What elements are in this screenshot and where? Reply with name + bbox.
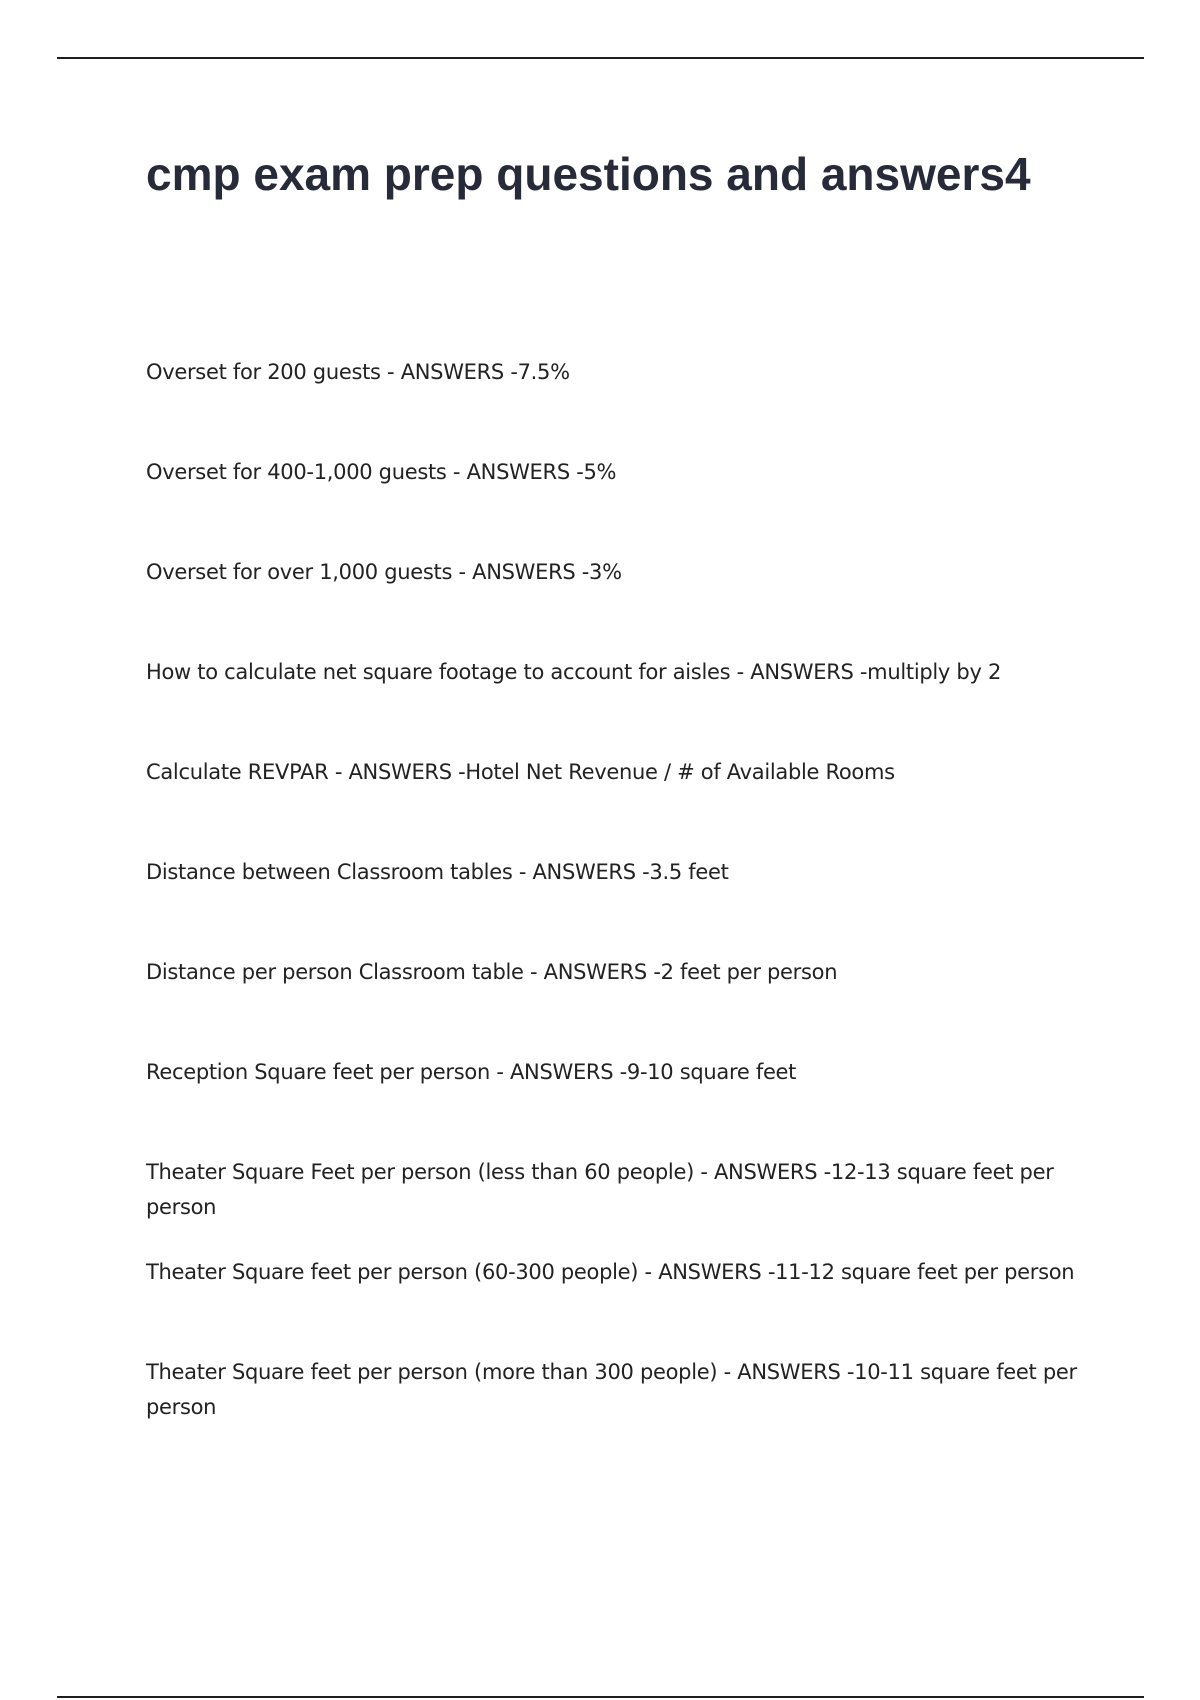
top-divider <box>57 57 1144 59</box>
qa-item: Distance between Classroom tables - ANSWERS -3.5 feet <box>146 860 729 884</box>
qa-item: Overset for 200 guests - ANSWERS -7.5% <box>146 360 570 384</box>
qa-item: Calculate REVPAR - ANSWERS -Hotel Net Revenue / # of Available Rooms <box>146 760 895 784</box>
qa-item: How to calculate net square footage to account for aisles - ANSWERS -multiply by 2 <box>146 660 1002 684</box>
qa-item: Distance per person Classroom table - ANSWERS -2 feet per person <box>146 960 838 984</box>
qa-item: Theater Square feet per person (60-300 people) - ANSWERS -11-12 square feet per person <box>146 1260 1075 1284</box>
qa-item: Theater Square Feet per person (less than 60 people) - ANSWERS -12-13 square feet per person <box>146 1160 1054 1219</box>
qa-list <box>146 355 1086 1425</box>
qa-item: Reception Square feet per person - ANSWERS -9-10 square feet <box>146 1060 797 1084</box>
document-title: cmp exam prep questions and answers4 <box>146 148 1031 200</box>
qa-item: Theater Square feet per person (more than 300 people) - ANSWERS -10-11 square feet per person <box>146 1360 1077 1419</box>
qa-item: Overset for over 1,000 guests - ANSWERS -3% <box>146 560 622 584</box>
bottom-divider <box>57 1696 1144 1698</box>
qa-item: Overset for 400-1,000 guests - ANSWERS -5% <box>146 460 617 484</box>
